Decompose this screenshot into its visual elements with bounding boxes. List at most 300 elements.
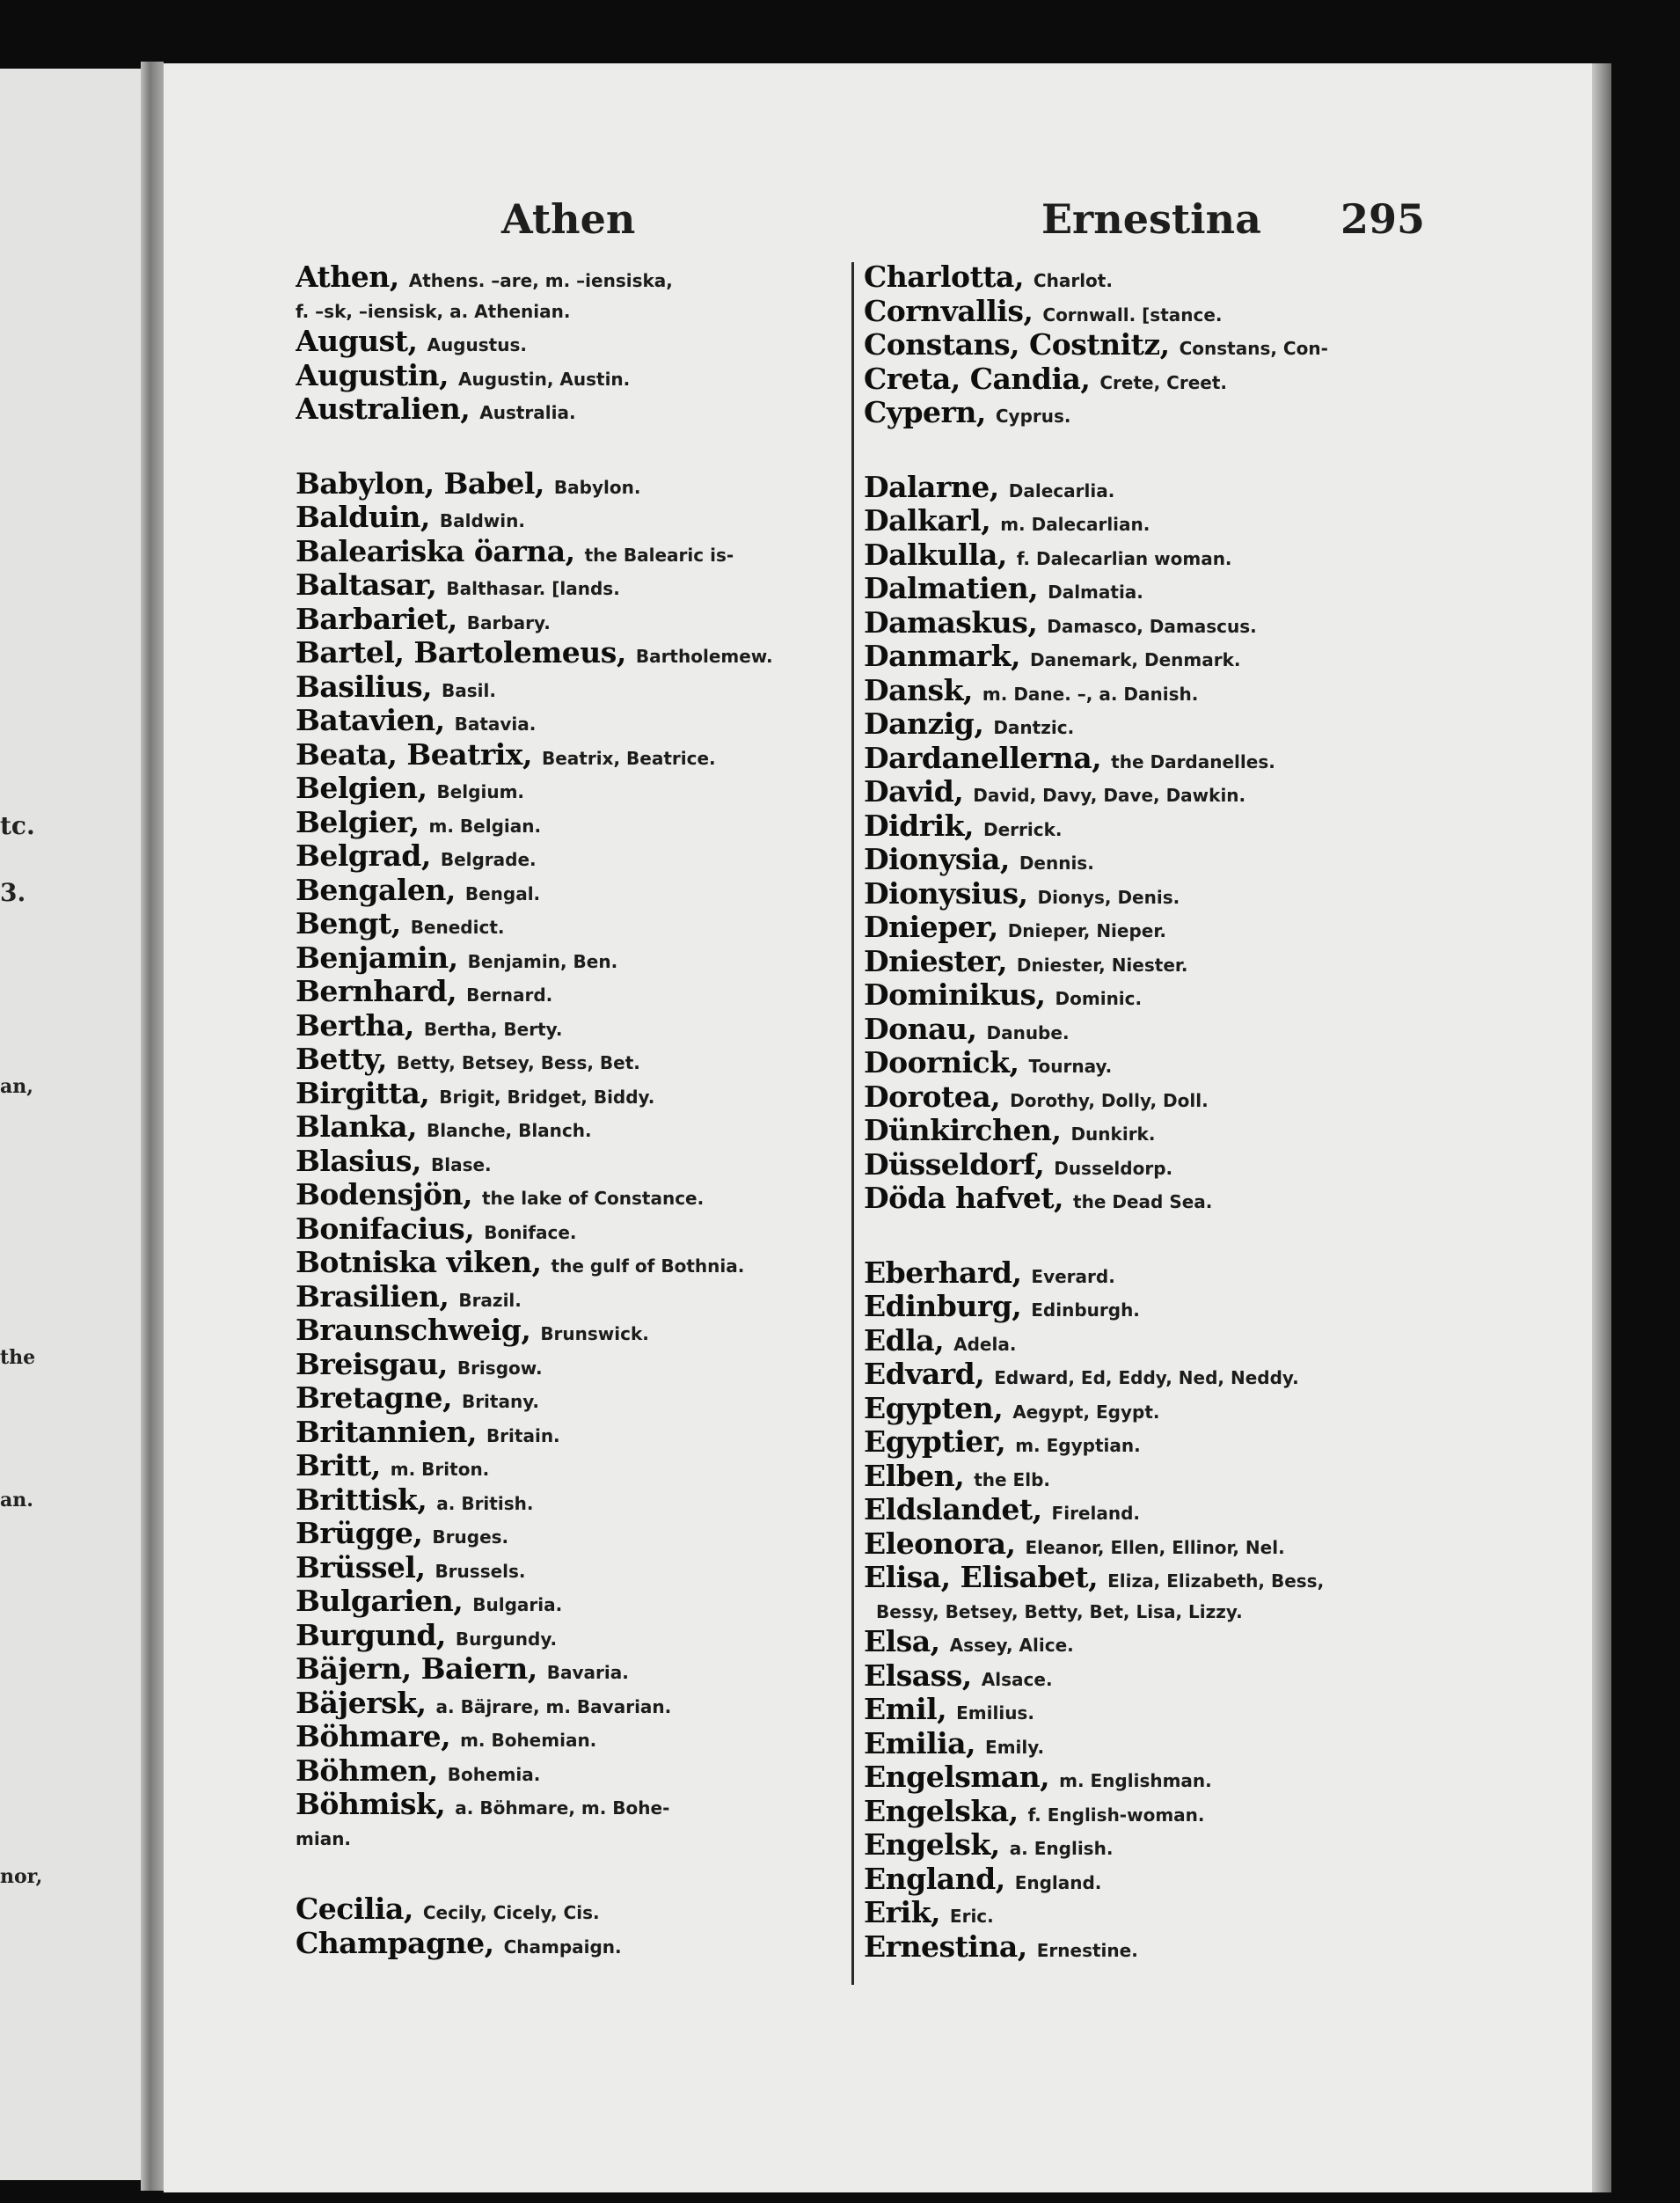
entry-headword: England, (864, 1863, 1015, 1896)
entry-headword: Bäjern, Baiern, (296, 1654, 547, 1686)
entry-gloss: Aegypt, Egypt. (1012, 1401, 1160, 1423)
dictionary-entry (864, 980, 1416, 1014)
entry-gloss: Everard. (1031, 1265, 1115, 1287)
dictionary-entry (864, 1597, 1416, 1628)
entry-headword: Dniester, (864, 946, 1017, 978)
dictionary-entry (296, 604, 843, 639)
entry-gloss: the lake of Constance. (481, 1188, 705, 1209)
entry-gloss: Brisgow. (457, 1357, 543, 1379)
dictionary-entry (864, 608, 1416, 642)
entry-headword: Baleariska öarna, (296, 536, 585, 568)
entry-gloss: Dominic. (1055, 988, 1143, 1009)
dictionary-entry (864, 912, 1416, 947)
entry-gloss: Tournay. (1028, 1056, 1113, 1077)
dictionary-entry (296, 570, 843, 604)
dictionary-entry (296, 1180, 843, 1214)
entry-gloss: Cyprus. (995, 406, 1071, 427)
entry-headword: Champagne, (296, 1928, 504, 1960)
dictionary-entry (864, 1292, 1416, 1326)
entry-gloss: Augustus. (427, 334, 527, 355)
entry-headword: Baltasar, (296, 570, 447, 602)
running-head-left: Athen (501, 195, 636, 243)
entry-headword: Brügge, (296, 1519, 433, 1550)
dictionary-entry (296, 808, 843, 842)
dictionary-entry (296, 296, 843, 327)
entry-gloss: Eliza, Elizabeth, Bess, (1107, 1570, 1325, 1592)
column-rule (851, 262, 854, 1985)
entry-gloss: Dionys, Denis. (1037, 886, 1180, 908)
dictionary-entry (864, 1797, 1416, 1831)
entry-gloss: Basil. (442, 679, 496, 701)
dictionary-entry (864, 811, 1416, 845)
dictionary-entry (864, 1932, 1416, 1966)
dictionary-entry (864, 398, 1416, 432)
entry-headword: Dansk, (864, 675, 982, 707)
entry-headword: Edinburg, (864, 1292, 1032, 1323)
entry-headword: Botniska viken, (296, 1248, 551, 1279)
entry-headword: Dionysia, (864, 845, 1019, 876)
dictionary-entry (296, 638, 843, 672)
entry-gloss: Brazil. (458, 1289, 522, 1311)
dictionary-entry (864, 364, 1416, 399)
entry-headword: Brüssel, (296, 1552, 435, 1585)
page-edge-shadow (1592, 63, 1611, 2192)
entry-gloss: Bulgaria. (472, 1594, 563, 1615)
entry-headword: Breisgau, (296, 1349, 457, 1381)
entry-gloss: the Balearic is- (584, 544, 734, 566)
dictionary-entry (296, 1451, 843, 1485)
entry-gloss: Danemark, Denmark. (1030, 649, 1241, 670)
entry-gloss: Emilius. (956, 1702, 1034, 1724)
dictionary-entry (296, 1929, 843, 1963)
entry-gloss: Bernard. (466, 984, 553, 1006)
dictionary-entry (864, 1150, 1416, 1184)
dictionary-entry (296, 1894, 843, 1929)
entry-headword: Basilius, (296, 671, 442, 704)
entry-gloss: Dennis. (1019, 853, 1094, 874)
dictionary-entry (864, 1427, 1416, 1461)
entry-gloss: the gulf of Bothnia. (551, 1255, 745, 1277)
entry-gloss: f. English-woman. (1027, 1804, 1205, 1826)
entry-gloss: Dorothy, Dolly, Doll. (1010, 1089, 1209, 1111)
dictionary-entry (864, 574, 1416, 608)
entry-headword: Dionysius, (864, 878, 1038, 911)
entry-gloss: Bertha, Berty. (423, 1018, 563, 1040)
dictionary-entry (296, 1654, 843, 1688)
entry-headword: Dardanellerna, (864, 743, 1112, 775)
dictionary-entry (296, 672, 843, 706)
entry-gloss: the Dardanelles. (1111, 750, 1275, 772)
entry-gloss: m. Bohemian. (460, 1730, 597, 1751)
entry-headword: David, (864, 777, 974, 809)
dictionary-entry (864, 1529, 1416, 1563)
entry-gloss: Charlot. (1033, 270, 1113, 291)
entry-headword: Bengt, (296, 909, 411, 940)
dictionary-entry (296, 394, 843, 428)
entry-headword: Emil, (864, 1694, 957, 1726)
entry-headword: Cecilia, (296, 1894, 423, 1926)
entry-gloss: Benjamin, Ben. (467, 950, 618, 972)
dictionary-entry (296, 1282, 843, 1316)
entry-headword: Egypten, (864, 1393, 1013, 1425)
entry-gloss: Fireland. (1051, 1503, 1140, 1524)
entry-gloss: a. Böhmare, m. Bohe- (455, 1797, 670, 1819)
entry-gloss: Eleanor, Ellen, Ellinor, Nel. (1025, 1536, 1285, 1558)
dictionary-entry (296, 841, 843, 875)
entry-headword: Bonifacius, (296, 1213, 485, 1246)
entry-headword: Britt, (296, 1451, 391, 1482)
dictionary-entry (864, 1495, 1416, 1529)
entry-gloss: Dalecarlia. (1008, 479, 1115, 501)
entry-gloss: Bartholemew. (635, 646, 773, 667)
entry-gloss: Cornwall. [stance. (1042, 304, 1223, 326)
entry-headword: Düsseldorf, (864, 1149, 1055, 1182)
entry-gloss: Emily. (985, 1736, 1045, 1758)
entry-headword: Braunschweig, (296, 1315, 541, 1347)
dictionary-entry (296, 1553, 843, 1587)
entry-gloss: David, Davy, Dave, Dawkin. (973, 785, 1246, 806)
section-gap (296, 1854, 843, 1894)
entry-headword: Dalkulla, (864, 539, 1017, 572)
entry-gloss: m. Dalecarlian. (1000, 514, 1150, 535)
entry-gloss: Edinburgh. (1031, 1299, 1140, 1321)
entry-headword: Australien, (296, 394, 480, 426)
dictionary-entry (864, 540, 1416, 575)
dictionary-entry (296, 1315, 843, 1350)
entry-gloss: Baldwin. (439, 510, 525, 531)
dictionary-entry (296, 1756, 843, 1790)
entry-gloss: Betty, Betsey, Bess, Bet. (396, 1052, 640, 1073)
entry-gloss: Crete, Creet. (1099, 371, 1227, 393)
dictionary-entry (864, 879, 1416, 913)
dictionary-entry (296, 1586, 843, 1621)
entry-gloss: Burgundy. (455, 1628, 558, 1650)
entry-gloss: the Dead Sea. (1073, 1191, 1213, 1212)
entry-headword: Donau, (864, 1014, 987, 1046)
entry-gloss: Bohemia. (447, 1763, 541, 1785)
dictionary-entry (296, 1011, 843, 1045)
entry-headword: Benjamin, (296, 942, 468, 975)
entry-headword: Danmark, (864, 641, 1031, 673)
entry-gloss: Barbary. (466, 611, 551, 633)
entry-gloss: Assey, Alice. (949, 1635, 1074, 1656)
entry-headword: Edla, (864, 1325, 954, 1358)
margin-fragment: an, (0, 1075, 33, 1098)
entry-gloss: England. (1014, 1871, 1102, 1893)
entry-headword: Dalarne, (864, 472, 1009, 504)
entry-gloss: a. British. (436, 1492, 534, 1514)
dictionary-entry (296, 1621, 843, 1655)
entry-gloss: Belgium. (436, 781, 525, 802)
entry-headword: Birgitta, (296, 1078, 440, 1110)
entry-headword: Belgien, (296, 773, 437, 805)
margin-fragment: the (0, 1346, 36, 1369)
dictionary-entry (864, 1082, 1416, 1116)
dictionary-entry (296, 1350, 843, 1384)
entry-gloss: Eric. (949, 1906, 994, 1927)
entry-gloss: Bruges. (432, 1526, 509, 1548)
section-gap (864, 1218, 1416, 1258)
dictionary-entry (864, 1729, 1416, 1763)
entry-headword: Eldslandet, (864, 1495, 1052, 1526)
entry-headword: Babylon, Babel, (296, 468, 554, 501)
dictionary-entry (864, 1864, 1416, 1899)
entry-gloss: Champaign. (503, 1936, 622, 1958)
dictionary-entry (864, 743, 1416, 778)
entry-gloss: m. Briton. (390, 1459, 490, 1480)
section-gap (296, 428, 843, 469)
dictionary-entry (296, 909, 843, 943)
entry-headword: Bernhard, (296, 977, 467, 1008)
entry-headword: Emilia, (864, 1728, 986, 1760)
entry-headword: Bretagne, (296, 1383, 462, 1415)
entry-headword: Cornvallis, (864, 296, 1043, 328)
dictionary-entry (296, 773, 843, 808)
entry-gloss: Brigit, Bridget, Biddy. (439, 1086, 655, 1108)
dictionary-entry (296, 1519, 843, 1553)
entry-headword: Blanka, (296, 1112, 427, 1144)
dictionary-entry (296, 1248, 843, 1282)
entry-gloss: Belgrade. (440, 849, 537, 870)
dictionary-entry (296, 943, 843, 977)
entry-gloss: Beatrix, Beatrice. (541, 747, 716, 769)
dictionary-entry (296, 1722, 843, 1756)
dictionary-entry (864, 777, 1416, 811)
entry-headword: Bartel, Bartolemeus, (296, 638, 636, 670)
dictionary-entry (864, 1048, 1416, 1082)
dictionary-entry (864, 641, 1416, 676)
entry-headword: Augustin, (296, 360, 458, 392)
dictionary-entry (296, 1112, 843, 1146)
entry-gloss: Dantzic. (993, 717, 1075, 738)
entry-gloss: Benedict. (410, 917, 505, 938)
entry-headword: Ernestina, (864, 1931, 1037, 1964)
entry-gloss: Athens. –are, m. –iensiska, (408, 270, 673, 291)
dictionary-entry (864, 1394, 1416, 1428)
entry-headword: Beata, Beatrix, (296, 739, 542, 772)
entry-headword: Damaskus, (864, 607, 1048, 640)
dictionary-entry (296, 1688, 843, 1723)
entry-headword: Batavien, (296, 706, 455, 737)
dictionary-entry (296, 502, 843, 537)
entry-headword: Brasilien, (296, 1281, 459, 1314)
entry-headword: Dalmatien, (864, 574, 1048, 605)
entry-gloss: Dunkirk. (1070, 1123, 1156, 1145)
entry-headword: Böhmisk, (296, 1789, 456, 1821)
entry-gloss: Damasco, Damascus. (1047, 615, 1257, 637)
dictionary-entry (296, 1417, 843, 1452)
entry-gloss: Britany. (461, 1391, 540, 1412)
entry-gloss: the Elb. (974, 1468, 1050, 1490)
entry-headword: Edvard, (864, 1359, 995, 1391)
dictionary-entry (864, 947, 1416, 981)
entry-gloss: a. English. (1009, 1838, 1114, 1859)
entry-headword: Dorotea, (864, 1081, 1011, 1114)
entry-headword: Dominikus, (864, 980, 1055, 1012)
dictionary-entry (296, 262, 843, 296)
entry-gloss: Britain. (486, 1424, 560, 1446)
dictionary-entry (296, 1485, 843, 1519)
entry-headword: Dünkirchen, (864, 1116, 1071, 1147)
entry-headword: Belgrad, (296, 841, 441, 873)
margin-fragment: nor, (0, 1865, 43, 1888)
page-number: 295 (1340, 195, 1426, 243)
margin-fragment: an. (0, 1489, 33, 1511)
entry-gloss: a. Bäjrare, m. Bavarian. (435, 1695, 672, 1717)
dictionary-entry (864, 1258, 1416, 1292)
dictionary-entry (864, 1830, 1416, 1864)
dictionary-entry (864, 1563, 1416, 1597)
right-column (864, 262, 1416, 1965)
dictionary-entry (296, 706, 843, 740)
entry-headword: Erik, (864, 1898, 950, 1929)
dictionary-entry (864, 472, 1416, 507)
dictionary-entry (864, 709, 1416, 743)
dictionary-entry (864, 1461, 1416, 1496)
entry-headword: Böhmen, (296, 1755, 448, 1788)
dictionary-entry (864, 262, 1416, 296)
dictionary-entry (296, 1044, 843, 1079)
entry-headword: Britannien, (296, 1416, 486, 1449)
dictionary-entry (296, 469, 843, 503)
margin-fragment: 3. (0, 878, 26, 907)
margin-fragment: tc. (0, 811, 35, 840)
dictionary-entry (296, 1383, 843, 1417)
dictionary-entry (864, 1661, 1416, 1695)
entry-headword: Danzig, (864, 709, 994, 741)
dictionary-entry (864, 1014, 1416, 1049)
entry-headword: Burgund, (296, 1620, 456, 1652)
entry-gloss: m. Egyptian. (1015, 1435, 1141, 1456)
entry-gloss: Blase. (430, 1153, 492, 1175)
entry-gloss: m. Englishman. (1059, 1770, 1212, 1791)
dictionary-entry (864, 330, 1416, 364)
entry-headword: Elsass, (864, 1660, 982, 1693)
dictionary-entry (864, 1116, 1416, 1150)
entry-headword: Balduin, (296, 502, 440, 534)
dictionary-entry (296, 875, 843, 910)
dictionary-entry (864, 845, 1416, 879)
entry-gloss: Balthasar. [lands. (446, 578, 620, 599)
entry-gloss: Brussels. (435, 1560, 526, 1582)
entry-headword: Betty, (296, 1044, 397, 1076)
entry-gloss: Adela. (953, 1333, 1017, 1355)
entry-headword: Cypern, (864, 398, 996, 429)
dictionary-entry (296, 977, 843, 1011)
entry-gloss: Bavaria. (546, 1662, 629, 1683)
entry-headword: Blasius, (296, 1145, 431, 1178)
entry-gloss: Augustin, Austin. (458, 368, 631, 390)
entry-gloss: Brunswick. (540, 1323, 649, 1344)
entry-headword: Bertha, (296, 1010, 424, 1043)
entry-headword: Creta, Candia, (864, 363, 1100, 396)
entry-gloss: m. Belgian. (428, 815, 542, 837)
entry-headword: Engelsk, (864, 1830, 1010, 1862)
entry-headword: Dnieper, (864, 912, 1008, 944)
entry-headword: Barbariet, (296, 604, 467, 636)
entry-gloss: Cecily, Cicely, Cis. (422, 1902, 600, 1923)
entry-gloss: f. –sk, –iensisk, a. Athenian. (296, 300, 571, 322)
entry-gloss: Alsace. (981, 1668, 1053, 1690)
entry-headword: Elisa, Elisabet, (864, 1563, 1108, 1594)
entry-gloss: Danube. (986, 1021, 1070, 1043)
entry-gloss: Dnieper, Nieper. (1007, 920, 1166, 941)
dictionary-entry (296, 326, 843, 361)
dictionary-entry (296, 1146, 843, 1181)
entry-gloss: Babylon. (553, 476, 641, 498)
entry-headword: Belgier, (296, 807, 429, 839)
section-gap (864, 432, 1416, 472)
entry-headword: Charlotta, (864, 262, 1034, 294)
entry-gloss: Bessy, Betsey, Betty, Bet, Lisa, Lizzy. (876, 1600, 1243, 1622)
entry-headword: Eleonora, (864, 1528, 1026, 1561)
entry-headword: Bäjersk, (296, 1687, 436, 1720)
book-gutter (141, 62, 164, 2191)
entry-headword: Didrik, (864, 810, 983, 843)
dictionary-entry (864, 1762, 1416, 1797)
entry-headword: Bengalen, (296, 875, 465, 907)
entry-headword: Bulgarien, (296, 1586, 473, 1618)
dictionary-entry (864, 1898, 1416, 1932)
entry-headword: Brittisk, (296, 1484, 437, 1517)
entry-gloss: m. Dane. –, a. Danish. (982, 683, 1199, 705)
entry-headword: Bodensjön, (296, 1180, 482, 1211)
entry-headword: Constans, Costnitz, (864, 330, 1180, 362)
entry-gloss: f. Dalecarlian woman. (1016, 547, 1232, 569)
dictionary-entry (296, 1079, 843, 1113)
dictionary-entry (864, 1326, 1416, 1360)
entry-gloss: Batavia. (454, 714, 537, 735)
entry-gloss: Boniface. (484, 1221, 577, 1243)
entry-headword: Elsa, (864, 1627, 950, 1658)
entry-gloss: Australia. (479, 402, 576, 423)
entry-headword: Eberhard, (864, 1257, 1032, 1290)
entry-gloss: Constans, Con- (1179, 338, 1328, 359)
entry-gloss: Dalmatia. (1048, 582, 1143, 603)
entry-headword: Athen, (296, 262, 409, 294)
entry-gloss: Dusseldorp. (1054, 1157, 1173, 1179)
entry-headword: Engelska, (864, 1796, 1028, 1828)
dictionary-entry (864, 1359, 1416, 1394)
running-head-right: Ernestina (1041, 195, 1261, 243)
entry-headword: August, (296, 326, 427, 358)
entry-gloss: Bengal. (464, 882, 541, 904)
dictionary-entry (864, 1694, 1416, 1729)
dictionary-entry (296, 361, 843, 395)
entry-headword: Böhmare, (296, 1722, 461, 1753)
dictionary-entry (864, 1183, 1416, 1218)
entry-gloss: Dniester, Niester. (1016, 954, 1188, 976)
dictionary-entry (296, 1789, 843, 1824)
entry-headword: Egyptier, (864, 1427, 1016, 1459)
entry-gloss: mian. (296, 1827, 352, 1849)
dictionary-entry (296, 1214, 843, 1248)
entry-gloss: Blanche, Blanch. (427, 1120, 592, 1141)
dictionary-entry (296, 537, 843, 571)
entry-headword: Döda hafvet, (864, 1183, 1074, 1215)
dictionary-entry (864, 1627, 1416, 1661)
dictionary-entry (296, 740, 843, 774)
facing-page-edge (0, 69, 141, 2180)
left-column (296, 262, 843, 1962)
entry-headword: Dalkarl, (864, 506, 1001, 538)
entry-headword: Doornick, (864, 1048, 1029, 1080)
entry-gloss: Edward, Ed, Eddy, Ned, Neddy. (994, 1367, 1299, 1388)
dictionary-entry (864, 676, 1416, 710)
dictionary-entry (296, 1824, 843, 1855)
entry-headword: Elben, (864, 1460, 975, 1493)
entry-gloss: Derrick. (983, 818, 1063, 840)
